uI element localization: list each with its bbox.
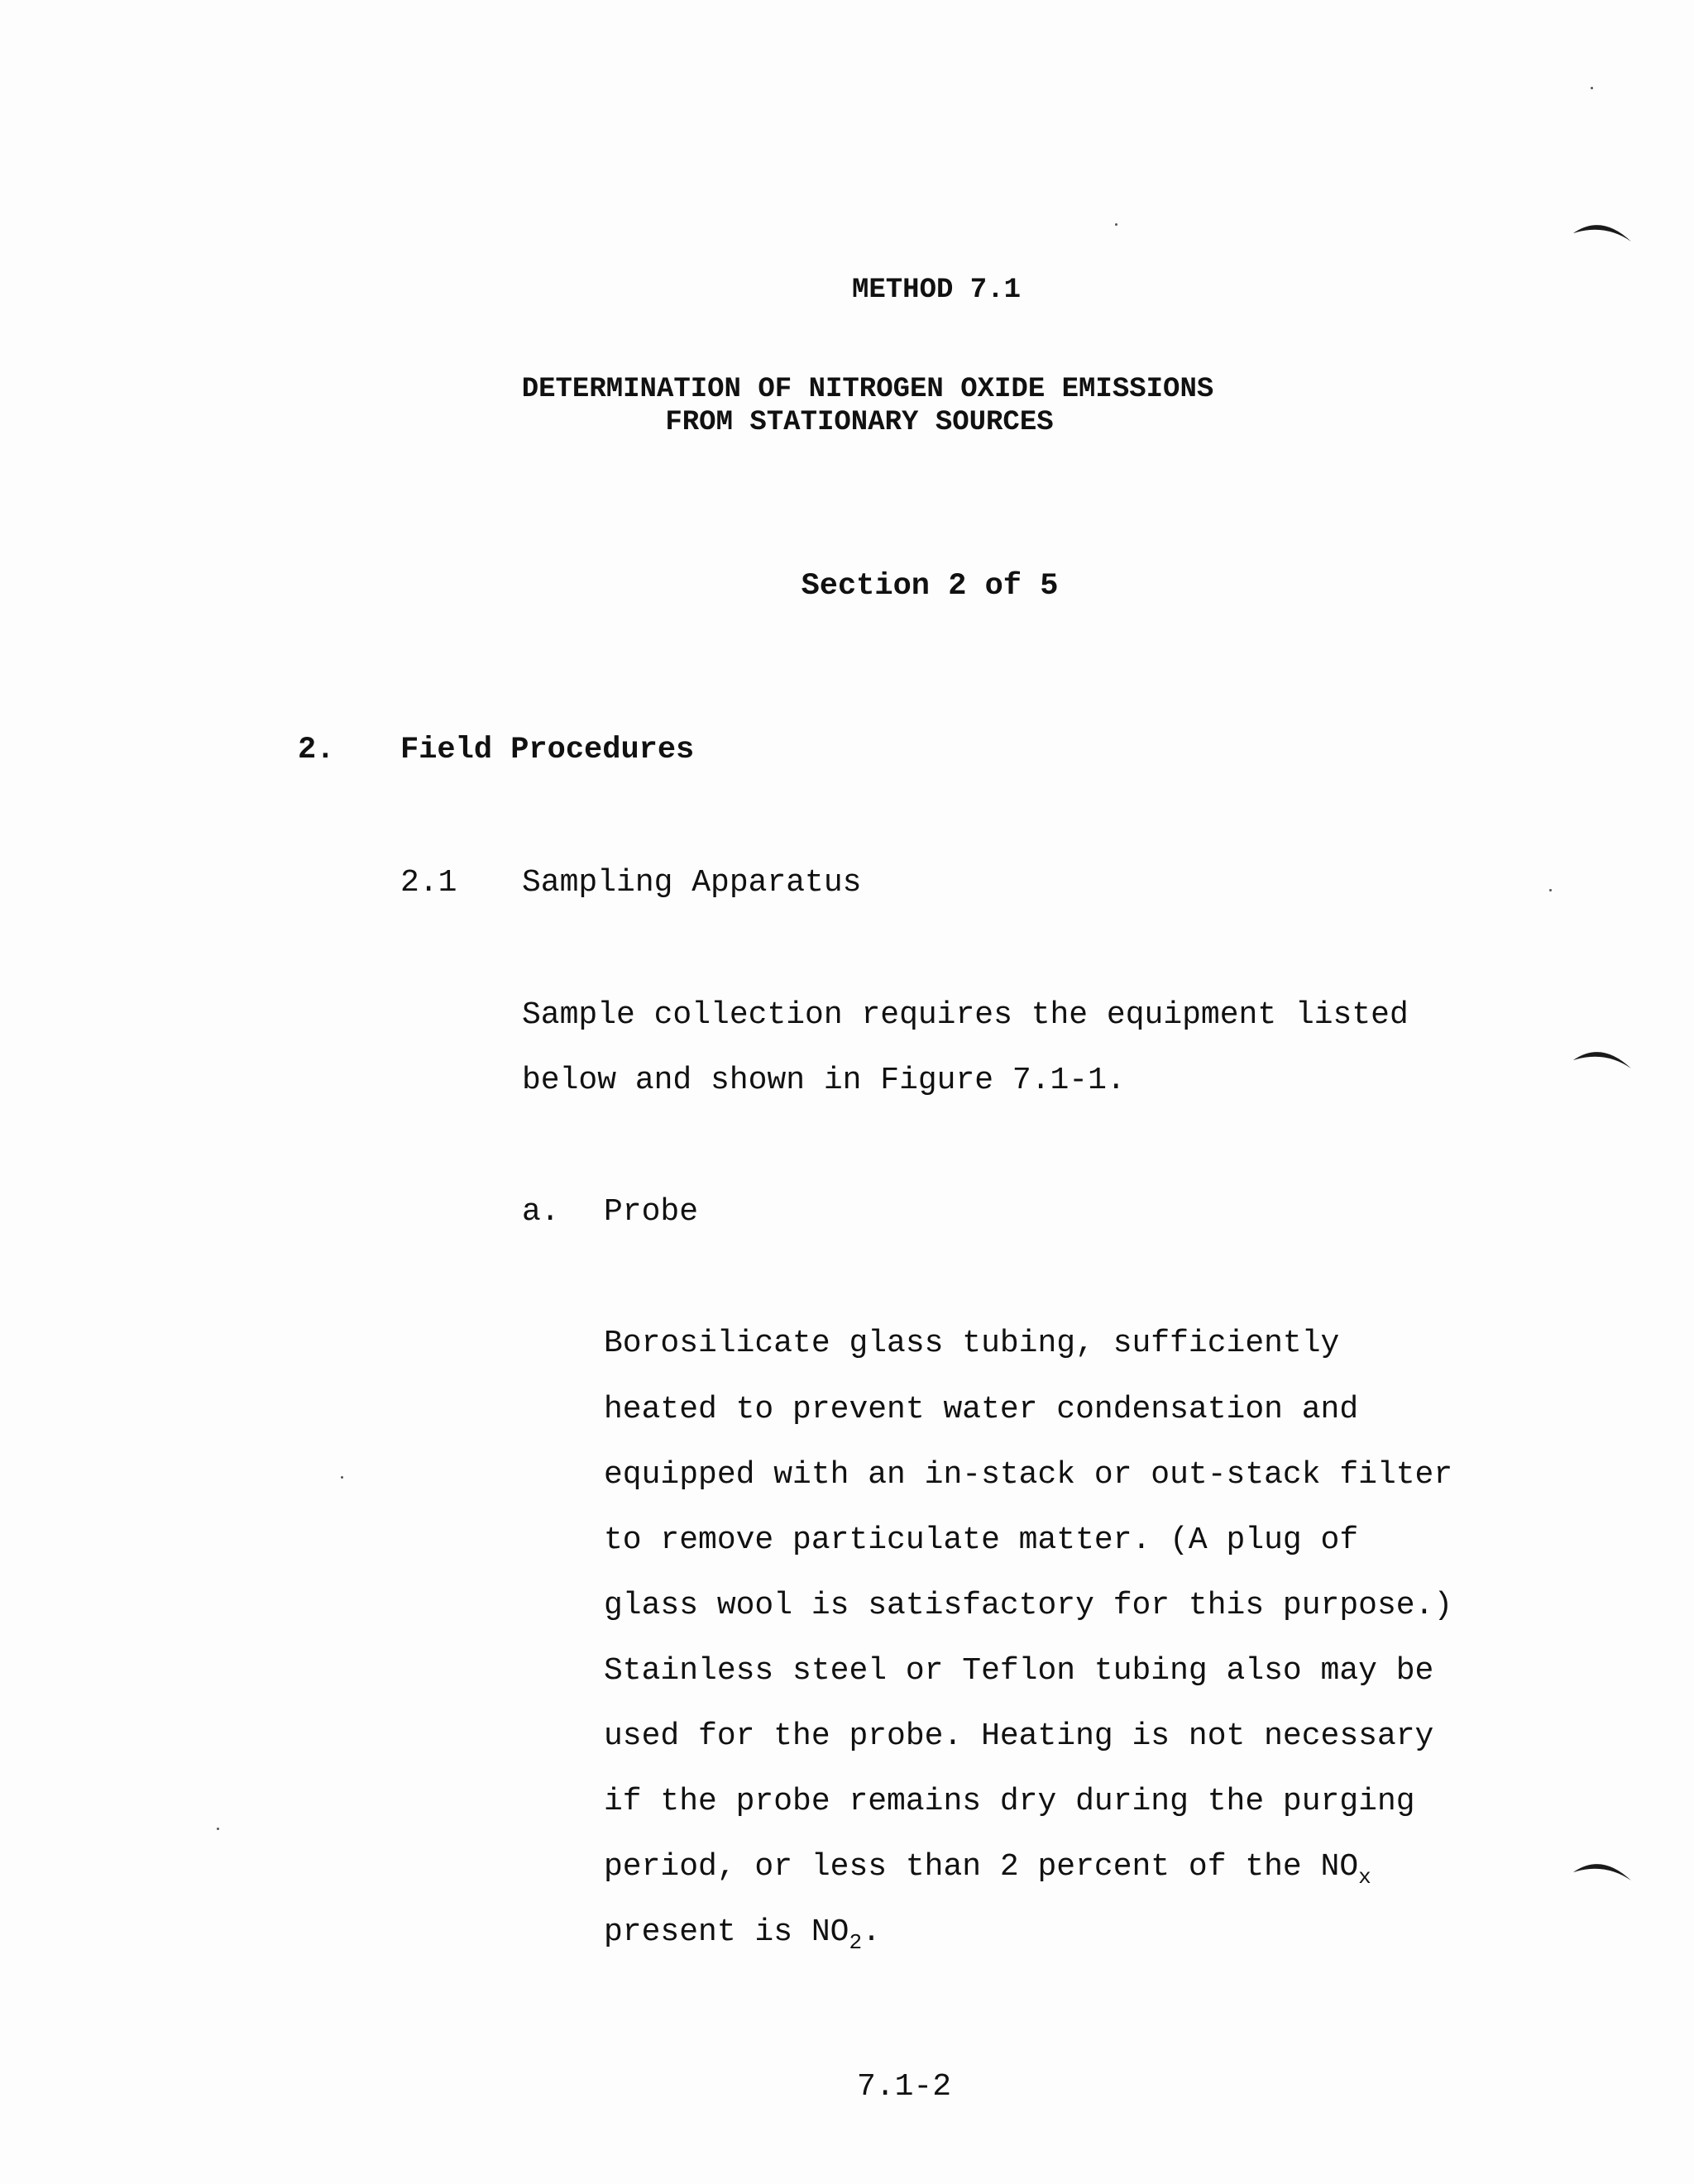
punch-hole-mark-top	[1572, 217, 1633, 250]
intro-line-1: Sample collection requires the equipment listed	[522, 997, 1409, 1033]
paragraph-line-10-text: present is NO	[604, 1914, 849, 1950]
paragraph-line-3: equipped with an in-stack or out-stack filter	[604, 1457, 1453, 1493]
subsection-title: Sampling Apparatus	[522, 865, 862, 901]
section-title: Field Procedures	[400, 733, 695, 767]
punch-hole-mark-middle	[1572, 1044, 1633, 1077]
no2-subscript: 2	[849, 1930, 863, 1955]
method-number: METHOD 7.1	[851, 275, 1022, 306]
paragraph-line-2: heated to prevent water condensation and	[604, 1392, 1359, 1427]
paragraph-line-5: glass wool is satisfactory for this purpose.)	[604, 1588, 1453, 1623]
paragraph-line-8: if the probe remains dry during the purging	[604, 1784, 1415, 1819]
document-title-line-2: FROM STATIONARY SOURCES	[665, 407, 1054, 438]
section-number: 2.	[298, 733, 335, 767]
paragraph-line-9	[604, 1849, 1371, 1890]
item-title: Probe	[604, 1194, 699, 1230]
scan-speck	[1115, 223, 1117, 226]
punch-hole-mark-bottom	[1572, 1856, 1633, 1889]
scan-speck	[217, 1828, 219, 1830]
section-indicator: Section 2 of 5	[801, 569, 1059, 604]
paragraph-line-4: to remove particulate matter. (A plug of	[604, 1522, 1359, 1558]
paragraph-line-6: Stainless steel or Teflon tubing also may be	[604, 1653, 1434, 1689]
nox-subscript: x	[1358, 1865, 1371, 1890]
paragraph-line-7: used for the probe. Heating is not necessary	[604, 1718, 1434, 1754]
paragraph-line-9-text: period, or less than 2 percent of the NO	[604, 1849, 1359, 1885]
scan-speck	[1591, 87, 1593, 89]
paragraph-line-1: Borosilicate glass tubing, sufficiently	[604, 1326, 1340, 1361]
item-letter: a.	[522, 1194, 560, 1230]
scan-speck	[341, 1476, 343, 1479]
paragraph-line-10-period: .	[862, 1914, 881, 1950]
paragraph-line-10	[604, 1914, 881, 1955]
document-title-line-1: DETERMINATION OF NITROGEN OXIDE EMISSIONS	[521, 374, 1214, 405]
scan-speck	[1549, 889, 1552, 891]
subsection-number: 2.1	[400, 865, 457, 901]
intro-line-2: below and shown in Figure 7.1-1.	[522, 1063, 1126, 1098]
page-number: 7.1-2	[857, 2069, 952, 2105]
